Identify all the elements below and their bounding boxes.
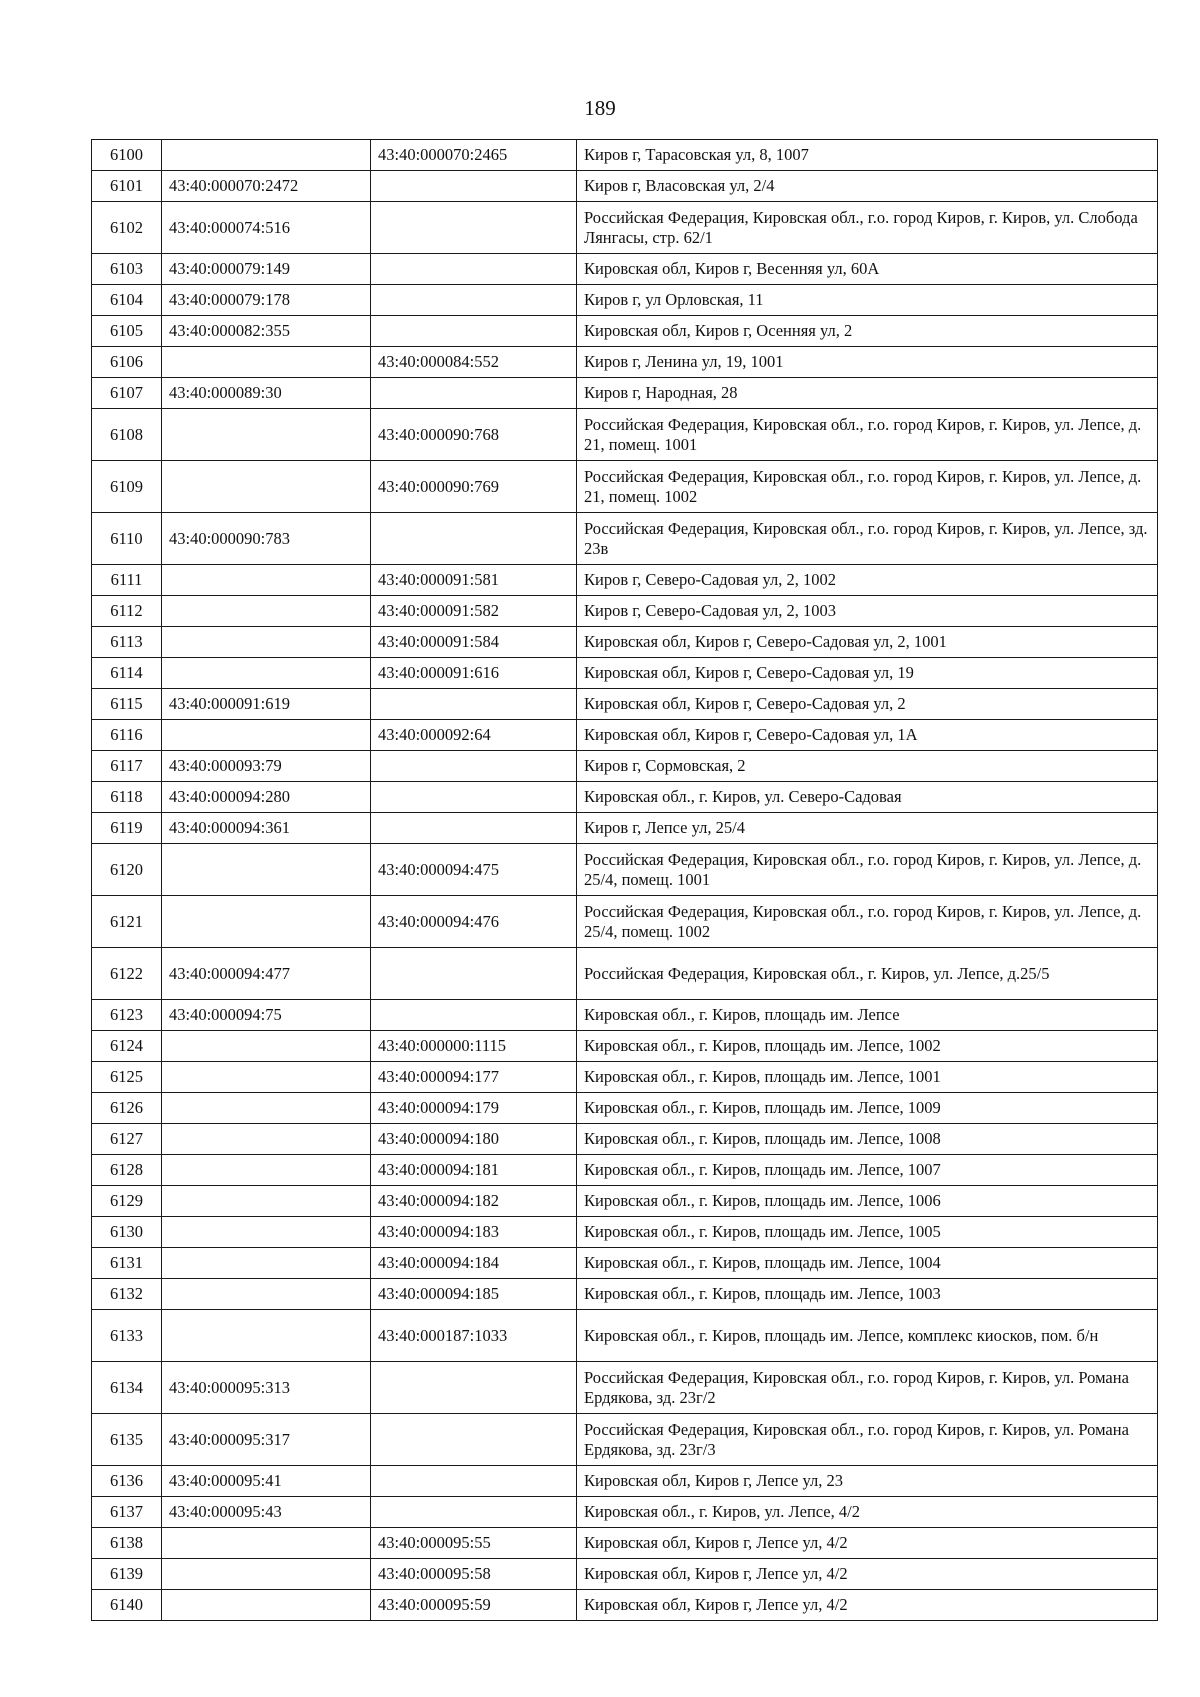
row-number-cell: 6139 xyxy=(92,1559,162,1590)
table-row xyxy=(92,378,1158,409)
table-row xyxy=(92,1310,1158,1362)
row-number-cell: 6106 xyxy=(92,347,162,378)
premises-cadastral-cell xyxy=(371,689,577,720)
premises-cadastral-cell: 43:40:000095:58 xyxy=(371,1559,577,1590)
premises-cadastral-cell: 43:40:000094:475 xyxy=(371,844,577,896)
premises-cadastral-cell: 43:40:000095:55 xyxy=(371,1528,577,1559)
row-number-cell: 6116 xyxy=(92,720,162,751)
address-cell: Кировская обл, Киров г, Весенняя ул, 60А xyxy=(577,254,1158,285)
address-cell: Киров г, Северо-Садовая ул, 2, 1003 xyxy=(577,596,1158,627)
address-cell: Киров г, Тарасовская ул, 8, 1007 xyxy=(577,140,1158,171)
table-row xyxy=(92,689,1158,720)
row-number-cell: 6104 xyxy=(92,285,162,316)
cadastral-number-cell: 43:40:000093:79 xyxy=(162,751,371,782)
row-number-cell: 6137 xyxy=(92,1497,162,1528)
row-number-cell: 6118 xyxy=(92,782,162,813)
premises-cadastral-cell xyxy=(371,751,577,782)
table-row xyxy=(92,171,1158,202)
row-number-cell: 6136 xyxy=(92,1466,162,1497)
table-row xyxy=(92,316,1158,347)
row-number-cell: 6119 xyxy=(92,813,162,844)
row-number-cell: 6135 xyxy=(92,1414,162,1466)
cadastral-number-cell: 43:40:000090:783 xyxy=(162,513,371,565)
address-cell: Кировская обл., г. Киров, площадь им. Лепсе, 1005 xyxy=(577,1217,1158,1248)
cadastral-number-cell xyxy=(162,627,371,658)
cadastral-number-cell: 43:40:000070:2472 xyxy=(162,171,371,202)
premises-cadastral-cell xyxy=(371,1414,577,1466)
row-number-cell: 6108 xyxy=(92,409,162,461)
table-row xyxy=(92,896,1158,948)
row-number-cell: 6117 xyxy=(92,751,162,782)
table-row xyxy=(92,1093,1158,1124)
table-row xyxy=(92,627,1158,658)
property-register-table xyxy=(91,139,1158,1621)
premises-cadastral-cell: 43:40:000000:1115 xyxy=(371,1031,577,1062)
table-row xyxy=(92,513,1158,565)
table-row xyxy=(92,720,1158,751)
page-number: 189 xyxy=(584,96,616,120)
address-cell: Российская Федерация, Кировская обл., г.о. город Киров, г. Киров, ул. Лепсе, д. 21, помещ. 1002 xyxy=(577,461,1158,513)
address-cell: Киров г, Лепсе ул, 25/4 xyxy=(577,813,1158,844)
cadastral-number-cell xyxy=(162,409,371,461)
table-row xyxy=(92,347,1158,378)
cadastral-number-cell: 43:40:000095:317 xyxy=(162,1414,371,1466)
cadastral-number-cell: 43:40:000094:75 xyxy=(162,1000,371,1031)
premises-cadastral-cell xyxy=(371,1497,577,1528)
table-row xyxy=(92,1528,1158,1559)
address-cell: Кировская обл, Киров г, Осенняя ул, 2 xyxy=(577,316,1158,347)
premises-cadastral-cell: 43:40:000094:179 xyxy=(371,1093,577,1124)
address-cell: Российская Федерация, Кировская обл., г.о. город Киров, г. Киров, ул. Романа Ердякова, зд. 23г/3 xyxy=(577,1414,1158,1466)
cadastral-number-cell xyxy=(162,1559,371,1590)
table-row xyxy=(92,202,1158,254)
row-number-cell: 6114 xyxy=(92,658,162,689)
premises-cadastral-cell: 43:40:000090:769 xyxy=(371,461,577,513)
cadastral-number-cell xyxy=(162,565,371,596)
cadastral-number-cell: 43:40:000095:41 xyxy=(162,1466,371,1497)
address-cell: Российская Федерация, Кировская обл., г.о. город Киров, г. Киров, ул. Лепсе, д. 25/4, помещ. 1002 xyxy=(577,896,1158,948)
row-number-cell: 6124 xyxy=(92,1031,162,1062)
table-row xyxy=(92,596,1158,627)
premises-cadastral-cell xyxy=(371,202,577,254)
address-cell: Российская Федерация, Кировская обл., г.о. город Киров, г. Киров, ул. Лепсе, д. 21, помещ. 1001 xyxy=(577,409,1158,461)
address-cell: Российская Федерация, Кировская обл., г.о. город Киров, г. Киров, ул. Лепсе, д. 25/4, помещ. 1001 xyxy=(577,844,1158,896)
table-row xyxy=(92,1559,1158,1590)
table-row xyxy=(92,1062,1158,1093)
cadastral-number-cell xyxy=(162,1248,371,1279)
cadastral-number-cell xyxy=(162,1590,371,1621)
table-row xyxy=(92,658,1158,689)
cadastral-number-cell: 43:40:000094:477 xyxy=(162,948,371,1000)
address-cell: Кировская обл, Киров г, Лепсе ул, 4/2 xyxy=(577,1590,1158,1621)
row-number-cell: 6134 xyxy=(92,1362,162,1414)
premises-cadastral-cell: 43:40:000094:182 xyxy=(371,1186,577,1217)
cadastral-number-cell: 43:40:000094:361 xyxy=(162,813,371,844)
address-cell: Киров г, Северо-Садовая ул, 2, 1002 xyxy=(577,565,1158,596)
table-row xyxy=(92,844,1158,896)
row-number-cell: 6133 xyxy=(92,1310,162,1362)
premises-cadastral-cell: 43:40:000090:768 xyxy=(371,409,577,461)
table-row xyxy=(92,1497,1158,1528)
cadastral-number-cell xyxy=(162,1062,371,1093)
cadastral-number-cell xyxy=(162,1186,371,1217)
table-row xyxy=(92,1466,1158,1497)
cadastral-number-cell: 43:40:000091:619 xyxy=(162,689,371,720)
cadastral-number-cell xyxy=(162,461,371,513)
cadastral-number-cell xyxy=(162,140,371,171)
row-number-cell: 6113 xyxy=(92,627,162,658)
cadastral-number-cell xyxy=(162,1310,371,1362)
table-row xyxy=(92,254,1158,285)
premises-cadastral-cell: 43:40:000094:177 xyxy=(371,1062,577,1093)
table-row xyxy=(92,782,1158,813)
table-row xyxy=(92,409,1158,461)
premises-cadastral-cell: 43:40:000091:582 xyxy=(371,596,577,627)
cadastral-number-cell xyxy=(162,720,371,751)
cadastral-number-cell: 43:40:000095:43 xyxy=(162,1497,371,1528)
row-number-cell: 6109 xyxy=(92,461,162,513)
cadastral-number-cell: 43:40:000079:178 xyxy=(162,285,371,316)
premises-cadastral-cell: 43:40:000094:183 xyxy=(371,1217,577,1248)
row-number-cell: 6120 xyxy=(92,844,162,896)
premises-cadastral-cell xyxy=(371,1000,577,1031)
cadastral-number-cell: 43:40:000082:355 xyxy=(162,316,371,347)
address-cell: Кировская обл, Киров г, Северо-Садовая ул, 2 xyxy=(577,689,1158,720)
premises-cadastral-cell: 43:40:000091:581 xyxy=(371,565,577,596)
premises-cadastral-cell: 43:40:000095:59 xyxy=(371,1590,577,1621)
premises-cadastral-cell: 43:40:000091:616 xyxy=(371,658,577,689)
cadastral-number-cell xyxy=(162,1155,371,1186)
address-cell: Кировская обл., г. Киров, площадь им. Лепсе, 1007 xyxy=(577,1155,1158,1186)
cadastral-number-cell xyxy=(162,1093,371,1124)
row-number-cell: 6110 xyxy=(92,513,162,565)
table-row xyxy=(92,1031,1158,1062)
address-cell: Кировская обл, Киров г, Северо-Садовая ул, 2, 1001 xyxy=(577,627,1158,658)
address-cell: Кировская обл., г. Киров, площадь им. Лепсе, 1004 xyxy=(577,1248,1158,1279)
premises-cadastral-cell: 43:40:000094:180 xyxy=(371,1124,577,1155)
cadastral-number-cell: 43:40:000074:516 xyxy=(162,202,371,254)
address-cell: Киров г, ул Орловская, 11 xyxy=(577,285,1158,316)
address-cell: Кировская обл., г. Киров, площадь им. Лепсе xyxy=(577,1000,1158,1031)
premises-cadastral-cell xyxy=(371,254,577,285)
address-cell: Кировская обл, Киров г, Северо-Садовая ул, 1А xyxy=(577,720,1158,751)
address-cell: Кировская обл., г. Киров, площадь им. Лепсе, 1001 xyxy=(577,1062,1158,1093)
row-number-cell: 6121 xyxy=(92,896,162,948)
address-cell: Российская Федерация, Кировская обл., г.о. город Киров, г. Киров, ул. Романа Ердякова, зд. 23г/2 xyxy=(577,1362,1158,1414)
cadastral-number-cell xyxy=(162,1279,371,1310)
table-row xyxy=(92,1414,1158,1466)
register-table-body xyxy=(92,140,1158,1621)
table-row xyxy=(92,1155,1158,1186)
row-number-cell: 6115 xyxy=(92,689,162,720)
row-number-cell: 6125 xyxy=(92,1062,162,1093)
table-row xyxy=(92,1279,1158,1310)
row-number-cell: 6140 xyxy=(92,1590,162,1621)
cadastral-number-cell xyxy=(162,896,371,948)
address-cell: Киров г, Сормовская, 2 xyxy=(577,751,1158,782)
address-cell: Киров г, Народная, 28 xyxy=(577,378,1158,409)
premises-cadastral-cell xyxy=(371,285,577,316)
row-number-cell: 6122 xyxy=(92,948,162,1000)
address-cell: Российская Федерация, Кировская обл., г.о. город Киров, г. Киров, ул. Лепсе, зд. 23в xyxy=(577,513,1158,565)
cadastral-number-cell xyxy=(162,347,371,378)
address-cell: Кировская обл., г. Киров, площадь им. Лепсе, 1002 xyxy=(577,1031,1158,1062)
address-cell: Кировская обл., г. Киров, площадь им. Лепсе, комплекс киосков, пом. б/н xyxy=(577,1310,1158,1362)
row-number-cell: 6111 xyxy=(92,565,162,596)
cadastral-number-cell xyxy=(162,1528,371,1559)
address-cell: Российская Федерация, Кировская обл., г. Киров, ул. Лепсе, д.25/5 xyxy=(577,948,1158,1000)
cadastral-number-cell: 43:40:000079:149 xyxy=(162,254,371,285)
address-cell: Кировская обл., г. Киров, площадь им. Лепсе, 1006 xyxy=(577,1186,1158,1217)
row-number-cell: 6138 xyxy=(92,1528,162,1559)
table-row xyxy=(92,948,1158,1000)
row-number-cell: 6123 xyxy=(92,1000,162,1031)
address-cell: Кировская обл, Киров г, Лепсе ул, 23 xyxy=(577,1466,1158,1497)
cadastral-number-cell xyxy=(162,596,371,627)
row-number-cell: 6128 xyxy=(92,1155,162,1186)
cadastral-number-cell xyxy=(162,1031,371,1062)
address-cell: Киров г, Ленина ул, 19, 1001 xyxy=(577,347,1158,378)
address-cell: Кировская обл, Киров г, Лепсе ул, 4/2 xyxy=(577,1559,1158,1590)
table-row xyxy=(92,813,1158,844)
address-cell: Киров г, Власовская ул, 2/4 xyxy=(577,171,1158,202)
cadastral-number-cell: 43:40:000094:280 xyxy=(162,782,371,813)
table-row xyxy=(92,285,1158,316)
premises-cadastral-cell: 43:40:000094:184 xyxy=(371,1248,577,1279)
premises-cadastral-cell: 43:40:000094:185 xyxy=(371,1279,577,1310)
address-cell: Российская Федерация, Кировская обл., г.о. город Киров, г. Киров, ул. Слобода Лянгасы, стр. 62/1 xyxy=(577,202,1158,254)
row-number-cell: 6130 xyxy=(92,1217,162,1248)
cadastral-number-cell xyxy=(162,658,371,689)
premises-cadastral-cell xyxy=(371,948,577,1000)
premises-cadastral-cell xyxy=(371,171,577,202)
row-number-cell: 6126 xyxy=(92,1093,162,1124)
cadastral-number-cell: 43:40:000095:313 xyxy=(162,1362,371,1414)
address-cell: Кировская обл, Киров г, Лепсе ул, 4/2 xyxy=(577,1528,1158,1559)
row-number-cell: 6101 xyxy=(92,171,162,202)
premises-cadastral-cell xyxy=(371,782,577,813)
table-row xyxy=(92,1590,1158,1621)
premises-cadastral-cell: 43:40:000070:2465 xyxy=(371,140,577,171)
address-cell: Кировская обл., г. Киров, площадь им. Лепсе, 1003 xyxy=(577,1279,1158,1310)
premises-cadastral-cell xyxy=(371,378,577,409)
row-number-cell: 6102 xyxy=(92,202,162,254)
address-cell: Кировская обл., г. Киров, ул. Северо-Садовая xyxy=(577,782,1158,813)
row-number-cell: 6107 xyxy=(92,378,162,409)
table-row xyxy=(92,1362,1158,1414)
table-row xyxy=(92,1248,1158,1279)
premises-cadastral-cell: 43:40:000187:1033 xyxy=(371,1310,577,1362)
row-number-cell: 6105 xyxy=(92,316,162,347)
row-number-cell: 6132 xyxy=(92,1279,162,1310)
row-number-cell: 6129 xyxy=(92,1186,162,1217)
table-row xyxy=(92,751,1158,782)
address-cell: Кировская обл., г. Киров, ул. Лепсе, 4/2 xyxy=(577,1497,1158,1528)
cadastral-number-cell xyxy=(162,1217,371,1248)
table-row xyxy=(92,1000,1158,1031)
premises-cadastral-cell xyxy=(371,513,577,565)
row-number-cell: 6100 xyxy=(92,140,162,171)
premises-cadastral-cell: 43:40:000092:64 xyxy=(371,720,577,751)
cadastral-number-cell xyxy=(162,1124,371,1155)
table-row xyxy=(92,565,1158,596)
address-cell: Кировская обл., г. Киров, площадь им. Лепсе, 1008 xyxy=(577,1124,1158,1155)
premises-cadastral-cell: 43:40:000084:552 xyxy=(371,347,577,378)
premises-cadastral-cell xyxy=(371,1466,577,1497)
table-row xyxy=(92,1124,1158,1155)
premises-cadastral-cell: 43:40:000094:476 xyxy=(371,896,577,948)
row-number-cell: 6112 xyxy=(92,596,162,627)
cadastral-number-cell xyxy=(162,844,371,896)
table-row xyxy=(92,1186,1158,1217)
premises-cadastral-cell: 43:40:000091:584 xyxy=(371,627,577,658)
table-row xyxy=(92,1217,1158,1248)
row-number-cell: 6127 xyxy=(92,1124,162,1155)
row-number-cell: 6103 xyxy=(92,254,162,285)
premises-cadastral-cell xyxy=(371,813,577,844)
premises-cadastral-cell xyxy=(371,316,577,347)
address-cell: Кировская обл., г. Киров, площадь им. Лепсе, 1009 xyxy=(577,1093,1158,1124)
table-row xyxy=(92,140,1158,171)
premises-cadastral-cell xyxy=(371,1362,577,1414)
table-row xyxy=(92,461,1158,513)
premises-cadastral-cell: 43:40:000094:181 xyxy=(371,1155,577,1186)
address-cell: Кировская обл, Киров г, Северо-Садовая ул, 19 xyxy=(577,658,1158,689)
row-number-cell: 6131 xyxy=(92,1248,162,1279)
cadastral-number-cell: 43:40:000089:30 xyxy=(162,378,371,409)
